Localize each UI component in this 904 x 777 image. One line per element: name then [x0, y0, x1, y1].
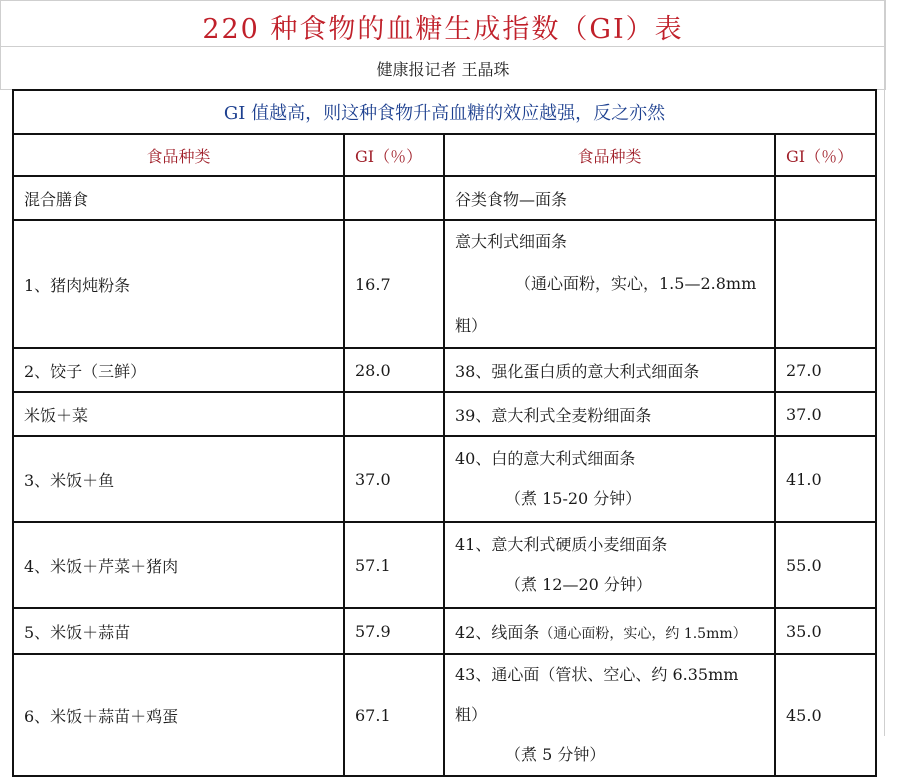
header-row: [13, 134, 876, 176]
gi-value: 57.9: [344, 608, 444, 654]
food-name: 42、线面条: [455, 622, 540, 642]
food-name: 40、白的意大利式细面条: [455, 449, 636, 468]
food-name: 1、猪肉炖粉条: [13, 220, 344, 348]
gi-value: 27.0: [775, 348, 876, 392]
food-name: 4、米饭＋芹菜＋猪肉: [13, 522, 344, 608]
header-food-left: 食品种类: [13, 134, 344, 176]
title-bar: [0, 0, 886, 47]
food-name: 41、意大利式硬质小麦细面条: [455, 535, 668, 554]
food-name: 39、意大利式全麦粉细面条: [444, 392, 775, 436]
gi-value: [775, 220, 876, 348]
gi-value: 28.0: [344, 348, 444, 392]
page-edge-rule: [884, 0, 885, 736]
table-row: [13, 348, 876, 392]
table-row: [13, 220, 876, 348]
gi-value: 37.0: [344, 436, 444, 522]
food-name-cell: [444, 654, 775, 776]
food-name-cell: [444, 522, 775, 608]
table-row: [13, 608, 876, 654]
food-name: 38、强化蛋白质的意大利式细面条: [444, 348, 775, 392]
food-name-cell: [444, 220, 775, 348]
category-label: 米饭＋菜: [13, 392, 344, 436]
gi-value: 37.0: [775, 392, 876, 436]
gi-value: 57.1: [344, 522, 444, 608]
gi-value: [344, 392, 444, 436]
table-row: [13, 176, 876, 220]
category-label: 谷类食物—面条: [444, 176, 775, 220]
category-label: 混合膳食: [13, 176, 344, 220]
food-note: 粗）: [455, 316, 488, 335]
food-note: （煮 5 分钟）: [505, 745, 606, 764]
table-row: [13, 436, 876, 522]
food-name-cell: [444, 608, 775, 654]
byline-bar: [0, 46, 886, 90]
gi-value: 16.7: [344, 220, 444, 348]
gi-value: 35.0: [775, 608, 876, 654]
gi-value: [775, 176, 876, 220]
table-row: [13, 522, 876, 608]
table-row: [13, 654, 876, 776]
gi-value: [344, 176, 444, 220]
note-row: [13, 90, 876, 134]
header-gi-right: GI（％）: [775, 134, 876, 176]
gi-value: 45.0: [775, 654, 876, 776]
gi-value: 67.1: [344, 654, 444, 776]
food-name: 6、米饭＋蒜苗＋鸡蛋: [13, 654, 344, 776]
food-note: （煮 15-20 分钟）: [505, 489, 642, 508]
food-name: 2、饺子（三鲜）: [13, 348, 344, 392]
food-name: 3、米饭＋鱼: [13, 436, 344, 522]
food-name: 意大利式细面条: [455, 232, 568, 251]
header-gi-left: GI（％）: [344, 134, 444, 176]
header-food-right: 食品种类: [444, 134, 775, 176]
table-row: [13, 392, 876, 436]
food-note: （煮 12—20 分钟）: [505, 575, 652, 594]
gi-value: 41.0: [775, 436, 876, 522]
food-note: （通心面粉，实心，1.5—2.8mm: [515, 274, 757, 293]
note-text: GI 值越高，则这种食物升高血糖的效应越强，反之亦然: [13, 90, 876, 134]
gi-value: 55.0: [775, 522, 876, 608]
page-title: 220 种食物的血糖生成指数（GI）表: [202, 14, 684, 45]
gi-table: [12, 89, 877, 777]
byline: 健康报记者 王晶珠: [376, 60, 510, 79]
food-name: 5、米饭＋蒜苗: [13, 608, 344, 654]
food-name: 43、通心面（管状、空心、约 6.35mm 粗）: [455, 665, 739, 724]
food-note: （通心面粉，实心，约 1.5mm）: [539, 625, 747, 642]
food-name-cell: [444, 436, 775, 522]
